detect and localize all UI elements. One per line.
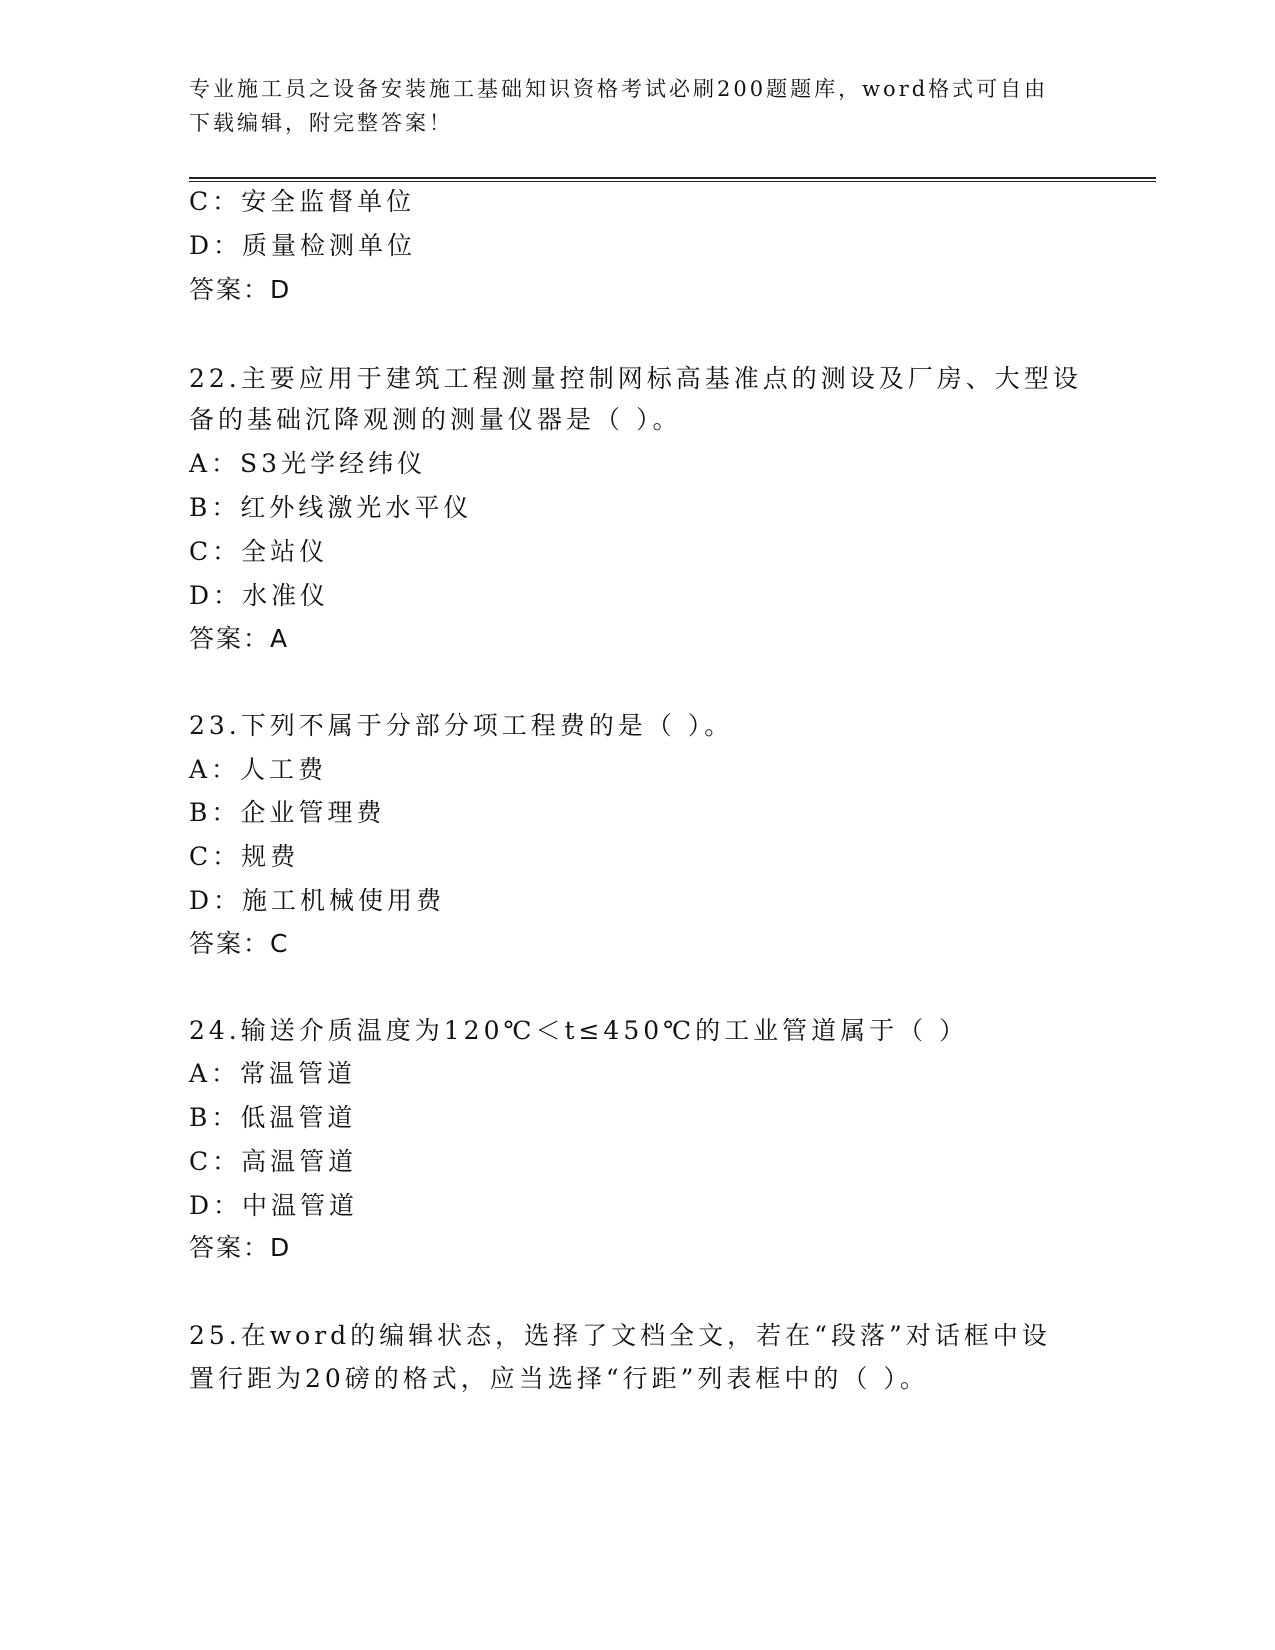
option-c: C：规费 [189, 842, 300, 871]
option-d: D：施工机械使用费 [189, 886, 446, 915]
option-b: B：低温管道 [189, 1103, 357, 1132]
question-stem: 23.下列不属于分部分项工程费的是（ ）。 [189, 711, 734, 740]
option-c: C：高温管道 [189, 1147, 358, 1176]
option-b: B：企业管理费 [189, 798, 386, 827]
answer-line: 答案：A [189, 624, 290, 653]
document-header [189, 72, 1089, 140]
question-stem: 25.在word的编辑状态，选择了文档全文，若在“段落”对话框中设 [189, 1321, 1051, 1350]
header-line-2: 下载编辑，附完整答案！ [189, 111, 453, 135]
option-b: B：红外线激光水平仪 [189, 493, 473, 522]
option-a: A：人工费 [189, 755, 328, 784]
question-stem: 22.主要应用于建筑工程测量控制网标高基准点的测设及厂房、大型设 [189, 364, 1082, 393]
header-divider [189, 177, 1156, 182]
option-c: C：安全监督单位 [189, 187, 416, 216]
question-stem: 24.输送介质温度为120℃＜t≤450℃的工业管道属于（ ） [189, 1016, 969, 1045]
answer-line: 答案：C [189, 929, 290, 958]
header-line-1: 专业施工员之设备安装施工基础知识资格考试必刷200题题库，word格式可自由 [189, 77, 1049, 101]
answer-line: 答案：D [189, 1233, 292, 1262]
question-stem-continued: 置行距为20磅的格式，应当选择“行距”列表框中的（ ）。 [189, 1364, 929, 1393]
option-d: D：水准仪 [189, 581, 330, 610]
option-c: C：全站仪 [189, 537, 329, 566]
option-a: A：常温管道 [189, 1059, 357, 1088]
answer-line: 答案：D [189, 275, 292, 304]
question-stem-continued: 备的基础沉降观测的测量仪器是（ ）。 [189, 405, 682, 434]
option-d: D：质量检测单位 [189, 231, 417, 260]
option-a: A：S3光学经纬仪 [189, 449, 427, 478]
option-d: D：中温管道 [189, 1191, 359, 1220]
